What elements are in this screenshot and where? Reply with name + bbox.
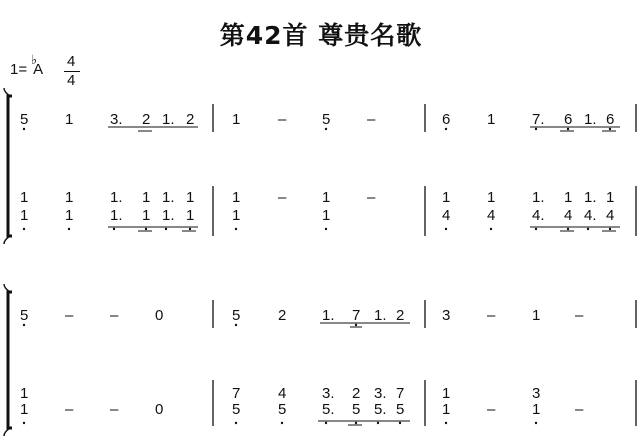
melody-note: 3. xyxy=(110,111,123,128)
melody-note: 6 xyxy=(442,111,451,128)
octave-dot xyxy=(445,128,447,130)
harmony-note: 1 xyxy=(442,189,451,206)
melody-note: 5 xyxy=(20,111,29,128)
octave-dot xyxy=(23,128,25,130)
melody-note: – xyxy=(278,111,287,128)
bass-note: 1 xyxy=(232,207,241,224)
harmony-note: 1 xyxy=(442,385,451,402)
harmony-note: – xyxy=(367,189,376,206)
harmony-note: 1 xyxy=(65,189,74,206)
harmony-note: 3. xyxy=(374,385,387,402)
melody-note: 1. xyxy=(162,111,175,128)
octave-dot xyxy=(281,422,283,424)
bass-note: 1 xyxy=(186,207,195,224)
octave-dot xyxy=(23,324,25,326)
melody-note: 1. xyxy=(584,111,597,128)
melody-note: 6 xyxy=(606,111,615,128)
bass-note: – xyxy=(110,401,119,418)
melody-note: 2 xyxy=(278,307,287,324)
harmony-note: 1 xyxy=(487,189,496,206)
octave-dot xyxy=(535,128,537,130)
melody-note: 7 xyxy=(352,307,361,324)
octave-dot xyxy=(535,228,537,230)
harmony-note: 1 xyxy=(20,189,29,206)
flat-sign: ♭ xyxy=(31,52,38,67)
bass-note: – xyxy=(487,401,496,418)
bass-note: 4. xyxy=(532,207,545,224)
bass-note: – xyxy=(65,401,74,418)
octave-dot xyxy=(325,128,327,130)
octave-dot xyxy=(445,228,447,230)
melody-note: 5 xyxy=(322,111,331,128)
harmony-note: 1 xyxy=(142,189,151,206)
melody-note: 2 xyxy=(396,307,405,324)
bass-note: 5. xyxy=(322,401,335,418)
octave-dot xyxy=(490,228,492,230)
octave-dot xyxy=(23,422,25,424)
octave-dot xyxy=(355,422,357,424)
harmony-note: 1. xyxy=(532,189,545,206)
octave-dot xyxy=(325,228,327,230)
harmony-note: 1 xyxy=(232,189,241,206)
melody-note: – xyxy=(65,307,74,324)
harmony-note: 4 xyxy=(278,385,287,402)
octave-dot xyxy=(445,422,447,424)
melody-note: 2 xyxy=(142,111,151,128)
bass-note: 5. xyxy=(374,401,387,418)
melody-note: – xyxy=(487,307,496,324)
harmony-note: 1 xyxy=(186,189,195,206)
melody-note: 0 xyxy=(155,307,164,324)
harmony-note: 1. xyxy=(110,189,123,206)
bass-note: 5 xyxy=(396,401,405,418)
melody-note: 1 xyxy=(532,307,541,324)
key-prefix: 1= xyxy=(10,61,28,78)
bass-note: 5 xyxy=(278,401,287,418)
bass-note: 4 xyxy=(442,207,451,224)
melody-note: 5 xyxy=(20,307,29,324)
time-signature-bottom: 4 xyxy=(67,72,76,89)
harmony-note: 1 xyxy=(606,189,615,206)
octave-dot xyxy=(609,128,611,130)
octave-dot xyxy=(23,228,25,230)
system-bracket xyxy=(8,292,12,428)
melody-note: 1. xyxy=(374,307,387,324)
melody-note: 2 xyxy=(186,111,195,128)
octave-dot xyxy=(355,324,357,326)
octave-dot xyxy=(325,422,327,424)
bass-note: 4 xyxy=(564,207,573,224)
bass-note: 1 xyxy=(20,401,29,418)
harmony-note: 3. xyxy=(322,385,335,402)
octave-dot xyxy=(235,422,237,424)
harmony-note: 1. xyxy=(162,189,175,206)
song-title: 第42首 尊贵名歌 xyxy=(219,21,423,50)
harmony-note: 7 xyxy=(396,385,405,402)
bass-note: – xyxy=(575,401,584,418)
octave-dot xyxy=(399,422,401,424)
bass-note: 4 xyxy=(487,207,496,224)
octave-dot xyxy=(235,228,237,230)
melody-note: 6 xyxy=(564,111,573,128)
octave-dot xyxy=(567,128,569,130)
melody-note: 1 xyxy=(65,111,74,128)
octave-dot xyxy=(165,228,167,230)
bass-note: 1 xyxy=(322,207,331,224)
melody-note: 7. xyxy=(532,111,545,128)
octave-dot xyxy=(609,228,611,230)
key-note: A xyxy=(33,61,44,78)
octave-dot xyxy=(68,228,70,230)
harmony-note: 1 xyxy=(322,189,331,206)
bass-note: 1 xyxy=(142,207,151,224)
bass-note: 1 xyxy=(65,207,74,224)
bass-note: 1. xyxy=(162,207,175,224)
octave-dot xyxy=(235,324,237,326)
melody-note: – xyxy=(110,307,119,324)
harmony-note: 7 xyxy=(232,385,241,402)
harmony-note: 1 xyxy=(564,189,573,206)
octave-dot xyxy=(587,228,589,230)
bass-note: 4 xyxy=(606,207,615,224)
harmony-note: 2 xyxy=(352,385,361,402)
octave-dot xyxy=(189,228,191,230)
harmony-note: 3 xyxy=(532,385,541,402)
melody-note: 1. xyxy=(322,307,335,324)
harmony-note: 1. xyxy=(584,189,597,206)
melody-note: 5 xyxy=(232,307,241,324)
harmony-note: 1 xyxy=(20,385,29,402)
bass-note: 1 xyxy=(442,401,451,418)
bass-note: 1 xyxy=(532,401,541,418)
time-signature-top: 4 xyxy=(67,53,76,70)
octave-dot xyxy=(377,422,379,424)
octave-dot xyxy=(145,228,147,230)
octave-dot xyxy=(567,228,569,230)
melody-note: – xyxy=(367,111,376,128)
bass-note: 4. xyxy=(584,207,597,224)
bass-note: 5 xyxy=(352,401,361,418)
melody-note: 1 xyxy=(487,111,496,128)
melody-note: – xyxy=(575,307,584,324)
bass-note: 1. xyxy=(110,207,123,224)
melody-note: 1 xyxy=(232,111,241,128)
system-bracket xyxy=(8,96,12,236)
bass-note: 5 xyxy=(232,401,241,418)
harmony-note: – xyxy=(278,189,287,206)
octave-dot xyxy=(113,228,115,230)
bass-note: 1 xyxy=(20,207,29,224)
bass-note: 0 xyxy=(155,401,164,418)
octave-dot xyxy=(535,422,537,424)
melody-note: 3 xyxy=(442,307,451,324)
